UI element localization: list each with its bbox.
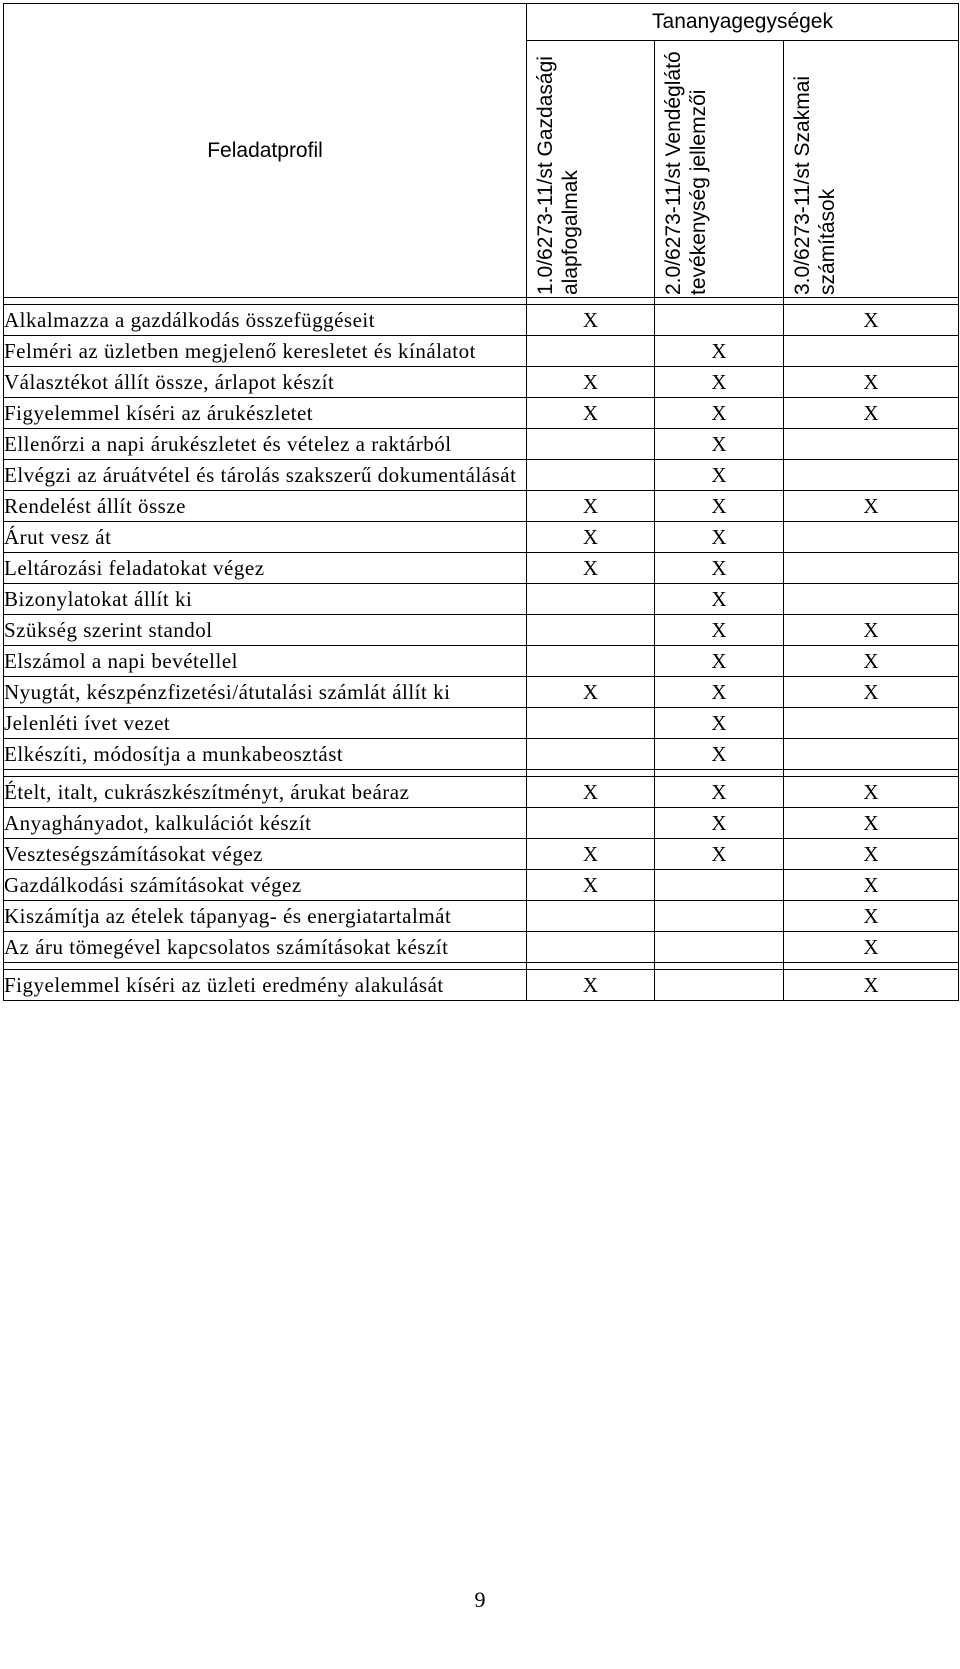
mark-col1: X	[527, 398, 655, 429]
mark-col2: X	[655, 677, 784, 708]
mark-col3: X	[784, 870, 959, 901]
mark-col3	[784, 336, 959, 367]
mark-col1: X	[527, 870, 655, 901]
mark-col1	[527, 808, 655, 839]
task-label: Anyaghányadot, kalkulációt készít	[4, 808, 527, 839]
mark-col3: X	[784, 677, 959, 708]
page-number: 9	[474, 1587, 486, 1612]
column-header-1-text: 1.0/6273-11/st Gazdasági alapfogalmak	[534, 56, 582, 295]
mark-col3: X	[784, 932, 959, 963]
spacer-row	[4, 298, 959, 305]
mark-col1	[527, 336, 655, 367]
table-row	[4, 870, 959, 901]
table-row	[4, 777, 959, 808]
mark-col3: X	[784, 491, 959, 522]
table-row	[4, 901, 959, 932]
mark-col3	[784, 739, 959, 770]
table-row	[4, 491, 959, 522]
mark-col1	[527, 460, 655, 491]
mark-col1: X	[527, 522, 655, 553]
table-row	[4, 398, 959, 429]
table-row	[4, 708, 959, 739]
mark-col2	[655, 932, 784, 963]
mark-col1: X	[527, 970, 655, 1001]
task-label: Ellenőrzi a napi árukészletet és vételez a raktárból	[4, 429, 527, 460]
mark-col1: X	[527, 367, 655, 398]
task-label: Elszámol a napi bevétellel	[4, 646, 527, 677]
mark-col2: X	[655, 491, 784, 522]
mark-col3: X	[784, 777, 959, 808]
table-row	[4, 646, 959, 677]
task-label: Gazdálkodási számításokat végez	[4, 870, 527, 901]
mark-col3	[784, 460, 959, 491]
task-label: Választékot állít össze, árlapot készít	[4, 367, 527, 398]
mark-col2: X	[655, 398, 784, 429]
tananyagegysegek-header: Tananyagegységek	[527, 4, 959, 41]
mark-col2: X	[655, 553, 784, 584]
mark-col3: X	[784, 615, 959, 646]
mark-col3	[784, 429, 959, 460]
table-row	[4, 460, 959, 491]
mark-col1: X	[527, 553, 655, 584]
mark-col2: X	[655, 522, 784, 553]
mark-col3: X	[784, 839, 959, 870]
task-label: Rendelést állít össze	[4, 491, 527, 522]
task-label: Figyelemmel kíséri az üzleti eredmény alakulását	[4, 970, 527, 1001]
mark-col1: X	[527, 777, 655, 808]
mark-col2	[655, 970, 784, 1001]
task-label: Ételt, italt, cukrászkészítményt, árukat beáraz	[4, 777, 527, 808]
table-row	[4, 305, 959, 336]
mark-col3	[784, 584, 959, 615]
task-label: Bizonylatokat állít ki	[4, 584, 527, 615]
table-row	[4, 932, 959, 963]
mark-col3: X	[784, 367, 959, 398]
task-label: Veszteségszámításokat végez	[4, 839, 527, 870]
mark-col1	[527, 646, 655, 677]
mark-col2: X	[655, 460, 784, 491]
mark-col2	[655, 870, 784, 901]
column-header-2	[655, 41, 784, 298]
table-row	[4, 970, 959, 1001]
mark-col2	[655, 305, 784, 336]
table-row	[4, 739, 959, 770]
mark-col1	[527, 901, 655, 932]
mark-col3: X	[784, 808, 959, 839]
mark-col1	[527, 708, 655, 739]
table-row	[4, 584, 959, 615]
mark-col2: X	[655, 429, 784, 460]
mark-col2: X	[655, 777, 784, 808]
mark-col3: X	[784, 398, 959, 429]
mark-col1: X	[527, 491, 655, 522]
table-row	[4, 808, 959, 839]
spacer-row	[4, 963, 959, 970]
mark-col2: X	[655, 646, 784, 677]
mark-col3: X	[784, 970, 959, 1001]
mark-col1	[527, 739, 655, 770]
mark-col3	[784, 553, 959, 584]
mark-col3: X	[784, 305, 959, 336]
header-row-groups	[4, 4, 959, 41]
task-label: Felméri az üzletben megjelenő keresletet és kínálatot	[4, 336, 527, 367]
mark-col3: X	[784, 901, 959, 932]
table-row	[4, 367, 959, 398]
mark-col1	[527, 584, 655, 615]
task-label: Árut vesz át	[4, 522, 527, 553]
mark-col2: X	[655, 808, 784, 839]
mark-col3	[784, 708, 959, 739]
mark-col2: X	[655, 708, 784, 739]
feladatprofil-header: Feladatprofil	[4, 4, 527, 298]
mark-col1	[527, 932, 655, 963]
table-row	[4, 336, 959, 367]
mark-col3	[784, 522, 959, 553]
task-label: Alkalmazza a gazdálkodás összefüggéseit	[4, 305, 527, 336]
table-row	[4, 522, 959, 553]
task-label: Szükség szerint standol	[4, 615, 527, 646]
task-profile-table	[3, 3, 959, 1001]
task-label: Nyugtát, készpénzfizetési/átutalási számlát állít ki	[4, 677, 527, 708]
mark-col2: X	[655, 336, 784, 367]
table-row	[4, 429, 959, 460]
table-row	[4, 839, 959, 870]
mark-col2: X	[655, 615, 784, 646]
mark-col2: X	[655, 367, 784, 398]
mark-col1	[527, 615, 655, 646]
mark-col2	[655, 901, 784, 932]
task-label: Jelenléti ívet vezet	[4, 708, 527, 739]
task-label: Kiszámítja az ételek tápanyag- és energiatartalmát	[4, 901, 527, 932]
task-label: Elvégzi az áruátvétel és tárolás szakszerű dokumentálását	[4, 460, 527, 491]
task-label: Az áru tömegével kapcsolatos számításokat készít	[4, 932, 527, 963]
mark-col2: X	[655, 839, 784, 870]
mark-col1	[527, 429, 655, 460]
mark-col1: X	[527, 839, 655, 870]
mark-col3: X	[784, 646, 959, 677]
mark-col2: X	[655, 739, 784, 770]
column-header-3	[784, 41, 959, 298]
column-header-2-text: 2.0/6273-11/st Vendéglátó tevékenység jellemzői	[662, 51, 710, 295]
column-header-1	[527, 41, 655, 298]
column-header-3-text: 3.0/6273-11/st Szakmai számítások	[791, 75, 839, 295]
task-label: Elkészíti, módosítja a munkabeosztást	[4, 739, 527, 770]
table-row	[4, 677, 959, 708]
mark-col2: X	[655, 584, 784, 615]
task-label: Figyelemmel kíséri az árukészletet	[4, 398, 527, 429]
spacer-row	[4, 770, 959, 777]
mark-col1: X	[527, 305, 655, 336]
mark-col1: X	[527, 677, 655, 708]
table-row	[4, 553, 959, 584]
table-row	[4, 615, 959, 646]
task-label: Leltározási feladatokat végez	[4, 553, 527, 584]
